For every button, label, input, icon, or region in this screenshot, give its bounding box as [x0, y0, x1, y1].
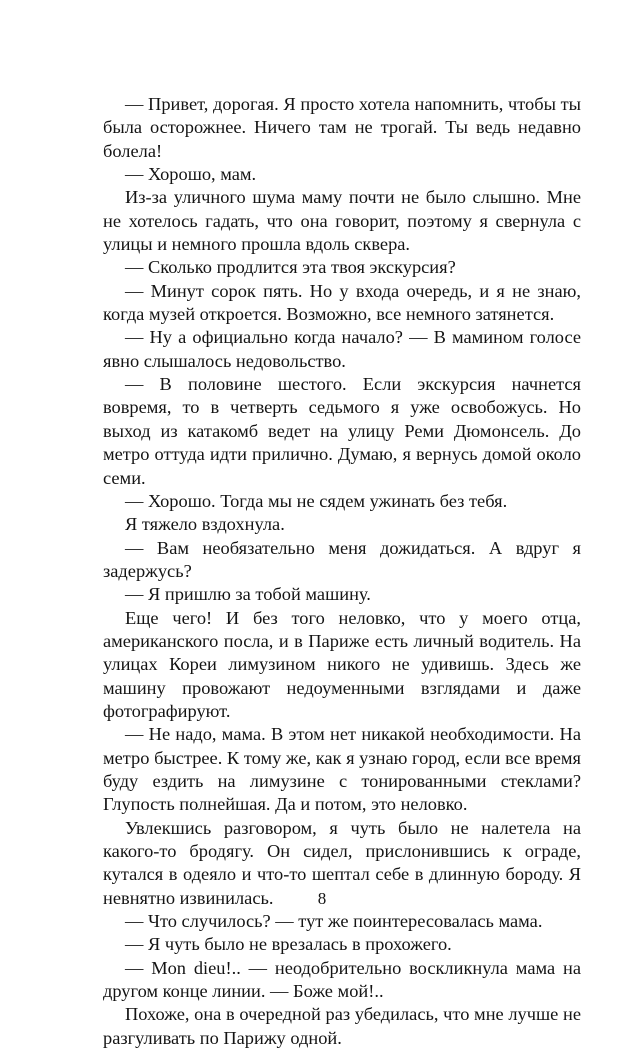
page-number: 8	[317, 889, 327, 908]
paragraph: — Минут сорок пять. Но у входа очередь, и я не знаю, когда музей откроется. Возможно, все немного затянется.	[103, 280, 581, 325]
paragraph: — Я чуть было не врезалась в прохожего.	[125, 934, 452, 955]
paragraph: Увлекшись разговором, я чуть было не налетела на какого-то бродягу. Он сидел, прислонившись к ограде, кутался в одеяло и что-то шептал себе в длинную бороду. Я невнятно извинилась.	[103, 817, 581, 908]
paragraph: — Хорошо, мам.	[125, 164, 257, 185]
paragraph: — Сколько продлится эта твоя экскурсия?	[125, 257, 456, 278]
paragraph: — Ну а официально когда начало? — В мамином голосе явно слышалось недовольство.	[103, 327, 581, 371]
paragraph: Еще чего! И без того неловко, что у моего отца, американского посла, и в Париже есть личный водитель. На улицах Кореи лимузином никого не удивишь. Здесь же машину провожают недоуменными взглядами и даже фотографируют.	[103, 607, 581, 721]
paragraph: — Хорошо. Тогда мы не сядем ужинать без тебя.	[125, 490, 508, 511]
paragraph: — Не надо, мама. В этом нет никакой необходимости. На метро быстрее. К тому же, как я узнаю город, если все время буду ездить на лимузине с тонированными стеклами? Глупость полнейшая. Да и потом, это неловко.	[103, 724, 581, 815]
paragraph: Из-за уличного шума маму почти не было слышно. Мне не хотелось гадать, что она говорит, поэтому я свернула с улицы и немного прошла вдоль сквера.	[103, 187, 581, 255]
paragraph: — В половине шестого. Если экскурсия начнется вовремя, то в четверть седьмого я уже освобожусь. Но выход из катакомб ведет на улицу Реми Дюмонсель. До метро оттуда идти прилично. Думаю, я вернусь домой около семи.	[103, 374, 581, 488]
paragraph: — Вам необязательно меня дожидаться. А вдруг я задержусь?	[103, 537, 581, 581]
paragraph: — Я пришлю за тобой машину.	[125, 584, 371, 605]
paragraph: — Mon dieu!.. — неодобрительно воскликнула мама на другом конце линии. — Боже мой!..	[103, 957, 581, 1002]
paragraph: — Привет, дорогая. Я просто хотела напомнить, чтобы ты была осторожнее. Ничего там не трогай. Ты ведь недавно болела!	[103, 94, 581, 161]
paragraph: — Что случилось? — тут же поинтересовалась мама.	[125, 911, 543, 932]
paragraph: Я тяжело вздохнула.	[125, 514, 285, 535]
paragraph: Похоже, она в очередной раз убедилась, что мне лучше не разгуливать по Парижу одной.	[103, 1004, 581, 1048]
